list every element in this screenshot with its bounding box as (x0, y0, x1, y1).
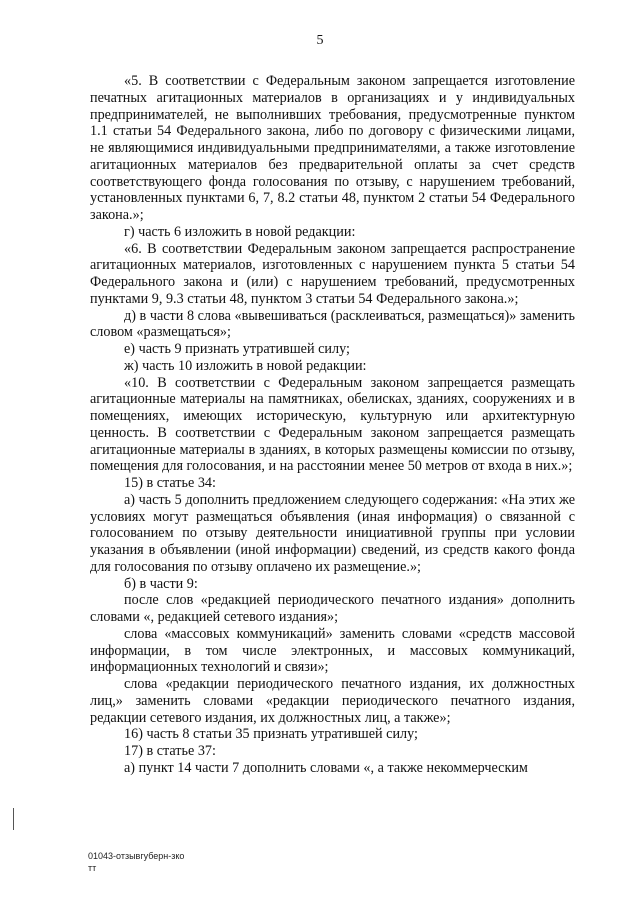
paragraph-3: «6. В соответствии Федеральным законом запрещается распространение агитационных материалов, изготовленных с нарушением пункта 5 статьи 54 Федерального закона и (или) с нарушением требований, предусмотренных пунктами 9, 9.3 статьи 48, пунктом 3 статьи 54 Федерального закона.»; (90, 240, 575, 307)
paragraph-4: д) в части 8 слова «вывешиваться (расклеиваться, размещаться)» заменить словом «размещаться»; (90, 307, 575, 341)
paragraph-12: слова «массовых коммуникаций» заменить словами «средств массовой информации, в том числе электронных, и массовых коммуникаций, информационных технологий и связи»; (90, 625, 575, 676)
footer-document-code: 01043-отзывгуберн-зко (88, 851, 185, 861)
paragraph-5: е) часть 9 признать утратившей силу; (124, 341, 350, 357)
page-number: 5 (316, 33, 324, 48)
paragraph-7: «10. В соответствии с Федеральным законом запрещается размещать агитационные материалы на памятниках, обелисках, зданиях, сооружениях и в помещениях, имеющих историческую, культурную или архитектурную ценность. В соответствии с Федеральным законом запрещается размещать агитационные материалы в зданиях, в которых размещены комиссии по отзыву, помещения для голосования, и на расстоянии менее 50 метров от входа в них.»; (90, 374, 575, 475)
paragraph-13: слова «редакции периодического печатного издания, их должностных лиц,» заменить словами «редакции периодического печатного издания, редакции сетевого издания, их должностных лиц, а также»; (90, 676, 575, 726)
footer (88, 850, 184, 874)
footer-initials: тт (88, 863, 97, 873)
paragraph-2: г) часть 6 изложить в новой редакции: (124, 223, 356, 240)
paragraph-9: а) часть 5 дополнить предложением следующего содержания: «На этих же условиях могут размещаться объявления (иная информация) о связанной с голосованием по отзыву деятельности инициативной группы при условии указания в объявлении (иной информации) сведений, из средств какого фонда для голосования по отзыву оплачено их размещение.»; (90, 491, 575, 575)
paragraph-10: б) в части 9: (124, 575, 198, 592)
paragraph-14: 16) часть 8 статьи 35 признать утратившей силу; (124, 726, 418, 743)
paragraph-15: 17) в статье 37: (124, 743, 216, 759)
paragraph-16: а) пункт 14 части 7 дополнить словами «, а также некоммерческим (124, 759, 528, 776)
document-body (90, 73, 575, 777)
margin-line (13, 808, 14, 830)
paragraph-8: 15) в статье 34: (124, 475, 216, 491)
paragraph-6: ж) часть 10 изложить в новой редакции: (124, 357, 367, 374)
paragraph-11: после слов «редакцией периодического печатного издания» дополнить словами «, редакцией сетевого издания»; (90, 592, 575, 625)
paragraph-1: «5. В соответствии с Федеральным законом запрещается изготовление печатных агитационных материалов в организациях и у индивидуальных предпринимателей, не выполнивших требования, предусмотренные пунктом 1.1 статьи 54 Федерального закона, либо по договору с физическими лицами, не являющимися индивидуальными предпринимателями, а также изготовление агитационных материалов без предварительной оплаты за счет средств соответствующего фонда голосования по отзыву, с нарушением требований, установленных пунктами 6, 7, 8.2 статьи 48, пунктом 2 статьи 54 Федерального закона.»; (90, 73, 575, 223)
